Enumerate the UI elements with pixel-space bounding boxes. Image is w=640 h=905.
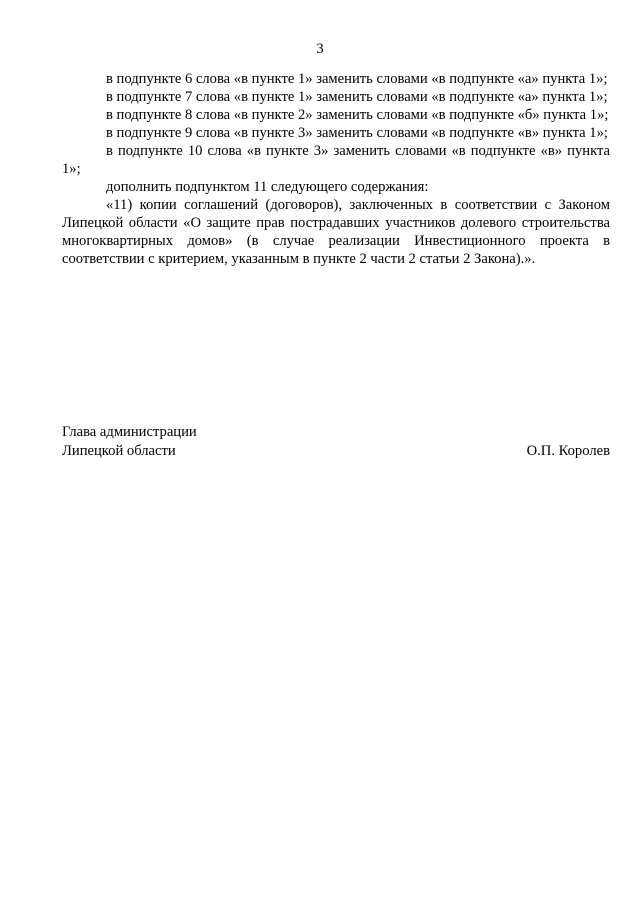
paragraph-subpoint-9: в подпункте 9 слова «в пункте 3» заменить словами «в подпункте «в» пункта 1»; [106,125,608,141]
signature-line [62,442,610,461]
paragraph-subpoint-6: в подпункте 6 слова «в пункте 1» заменить словами «в подпункте «а» пункта 1»; [106,71,608,87]
signature-position-line1: Глава администрации [62,424,197,440]
signatory-name: О.П. Королев [526,443,610,459]
paragraph-subpoint-7: в подпункте 7 слова «в пункте 1» заменить словами «в подпункте «а» пункта 1»; [106,89,608,105]
paragraph-subpoint-8: в подпункте 8 слова «в пункте 2» заменить словами «в подпункте «б» пункта 1»; [106,107,609,123]
signature-block [62,423,610,461]
paragraph-add-subpoint-11: дополнить подпунктом 11 следующего содержания: [106,179,429,195]
signature-position-line2: Липецкой области [62,443,176,459]
page-number: 3 [316,41,324,57]
document-body [62,70,610,268]
paragraph-subpoint-10: в подпункте 10 слова «в пункте 3» заменить словами «в подпункте «в» пункта 1»; [62,143,610,177]
paragraph-subpoint-11-text: «11) копии соглашений (договоров), заключенных в соответствии с Законом Липецкой области «О защите прав пострадавших участников долевого строительства многоквартирных домов» (в случае реализации Инвестиционного проекта в соответствии с критерием, указанным в пункте 2 части 2 статьи 2 Закона).». [62,197,610,267]
